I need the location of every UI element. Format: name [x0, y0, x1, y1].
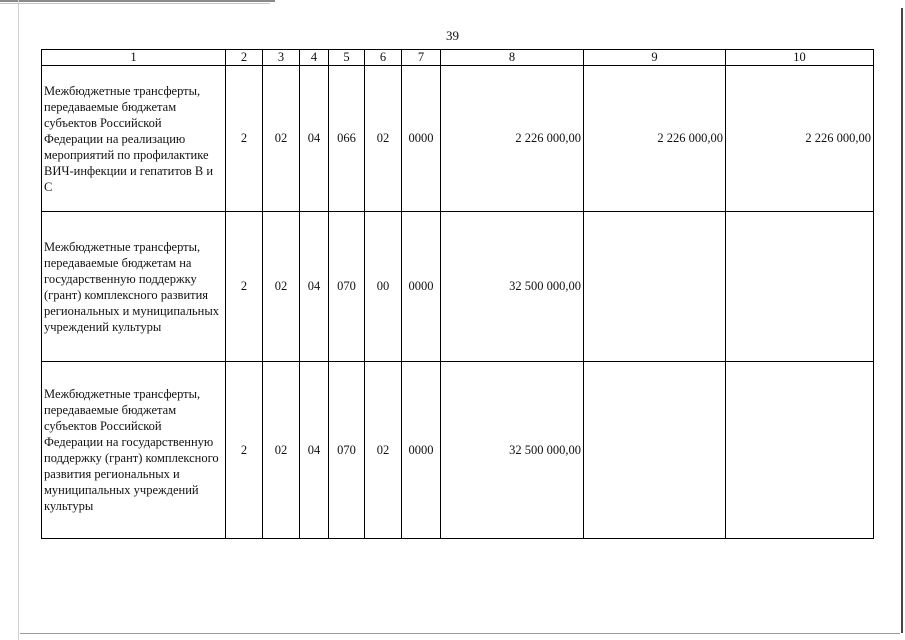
scan-edge-top-faint [0, 3, 270, 4]
amount-cell: 32 500 000,00 [441, 362, 584, 539]
row-description: Межбюджетные трансферты, передаваемые бюджетам на государственную поддержку (грант) комплексного развития региональных и муниципальных учреждений культуры [42, 212, 226, 362]
scan-edge-left [18, 0, 19, 640]
code-cell: 02 [263, 66, 300, 212]
code-cell: 070 [329, 362, 365, 539]
header-cell: 10 [726, 50, 874, 66]
code-cell: 066 [329, 66, 365, 212]
row-description: Межбюджетные трансферты, передаваемые бюджетам субъектов Российской Федерации на государственную поддержку (грант) комплексного развития региональных и муниципальных учреждений культуры [42, 362, 226, 539]
code-cell: 0000 [402, 66, 441, 212]
code-cell: 0000 [402, 212, 441, 362]
row-description: Межбюджетные трансферты, передаваемые бюджетам субъектов Российской Федерации на реализацию мероприятий по профилактике ВИЧ-инфекции и гепатитов В и С [42, 66, 226, 212]
amount-cell [584, 362, 726, 539]
header-cell: 2 [226, 50, 263, 66]
scan-edge-right [901, 8, 903, 633]
budget-table [41, 49, 874, 539]
code-cell: 04 [300, 66, 329, 212]
amount-cell [726, 362, 874, 539]
code-cell: 00 [365, 212, 402, 362]
amount-cell: 2 226 000,00 [584, 66, 726, 212]
header-cell: 3 [263, 50, 300, 66]
amount-cell [726, 212, 874, 362]
header-cell: 8 [441, 50, 584, 66]
table-row [42, 212, 874, 362]
header-cell: 9 [584, 50, 726, 66]
table-row [42, 66, 874, 212]
code-cell: 2 [226, 362, 263, 539]
scan-edge-bottom [20, 633, 900, 634]
page-number: 39 [446, 28, 459, 43]
scan-edge-top [0, 0, 275, 2]
code-cell: 04 [300, 212, 329, 362]
amount-cell: 2 226 000,00 [726, 66, 874, 212]
amount-cell [584, 212, 726, 362]
code-cell: 04 [300, 362, 329, 539]
code-cell: 02 [365, 66, 402, 212]
code-cell: 070 [329, 212, 365, 362]
header-cell: 4 [300, 50, 329, 66]
amount-cell: 2 226 000,00 [441, 66, 584, 212]
code-cell: 2 [226, 212, 263, 362]
header-cell: 6 [365, 50, 402, 66]
code-cell: 02 [263, 212, 300, 362]
header-cell: 1 [42, 50, 226, 66]
header-cell: 5 [329, 50, 365, 66]
code-cell: 0000 [402, 362, 441, 539]
amount-cell: 32 500 000,00 [441, 212, 584, 362]
header-row [42, 50, 874, 66]
table-row [42, 362, 874, 539]
code-cell: 02 [263, 362, 300, 539]
code-cell: 2 [226, 66, 263, 212]
code-cell: 02 [365, 362, 402, 539]
header-cell: 7 [402, 50, 441, 66]
